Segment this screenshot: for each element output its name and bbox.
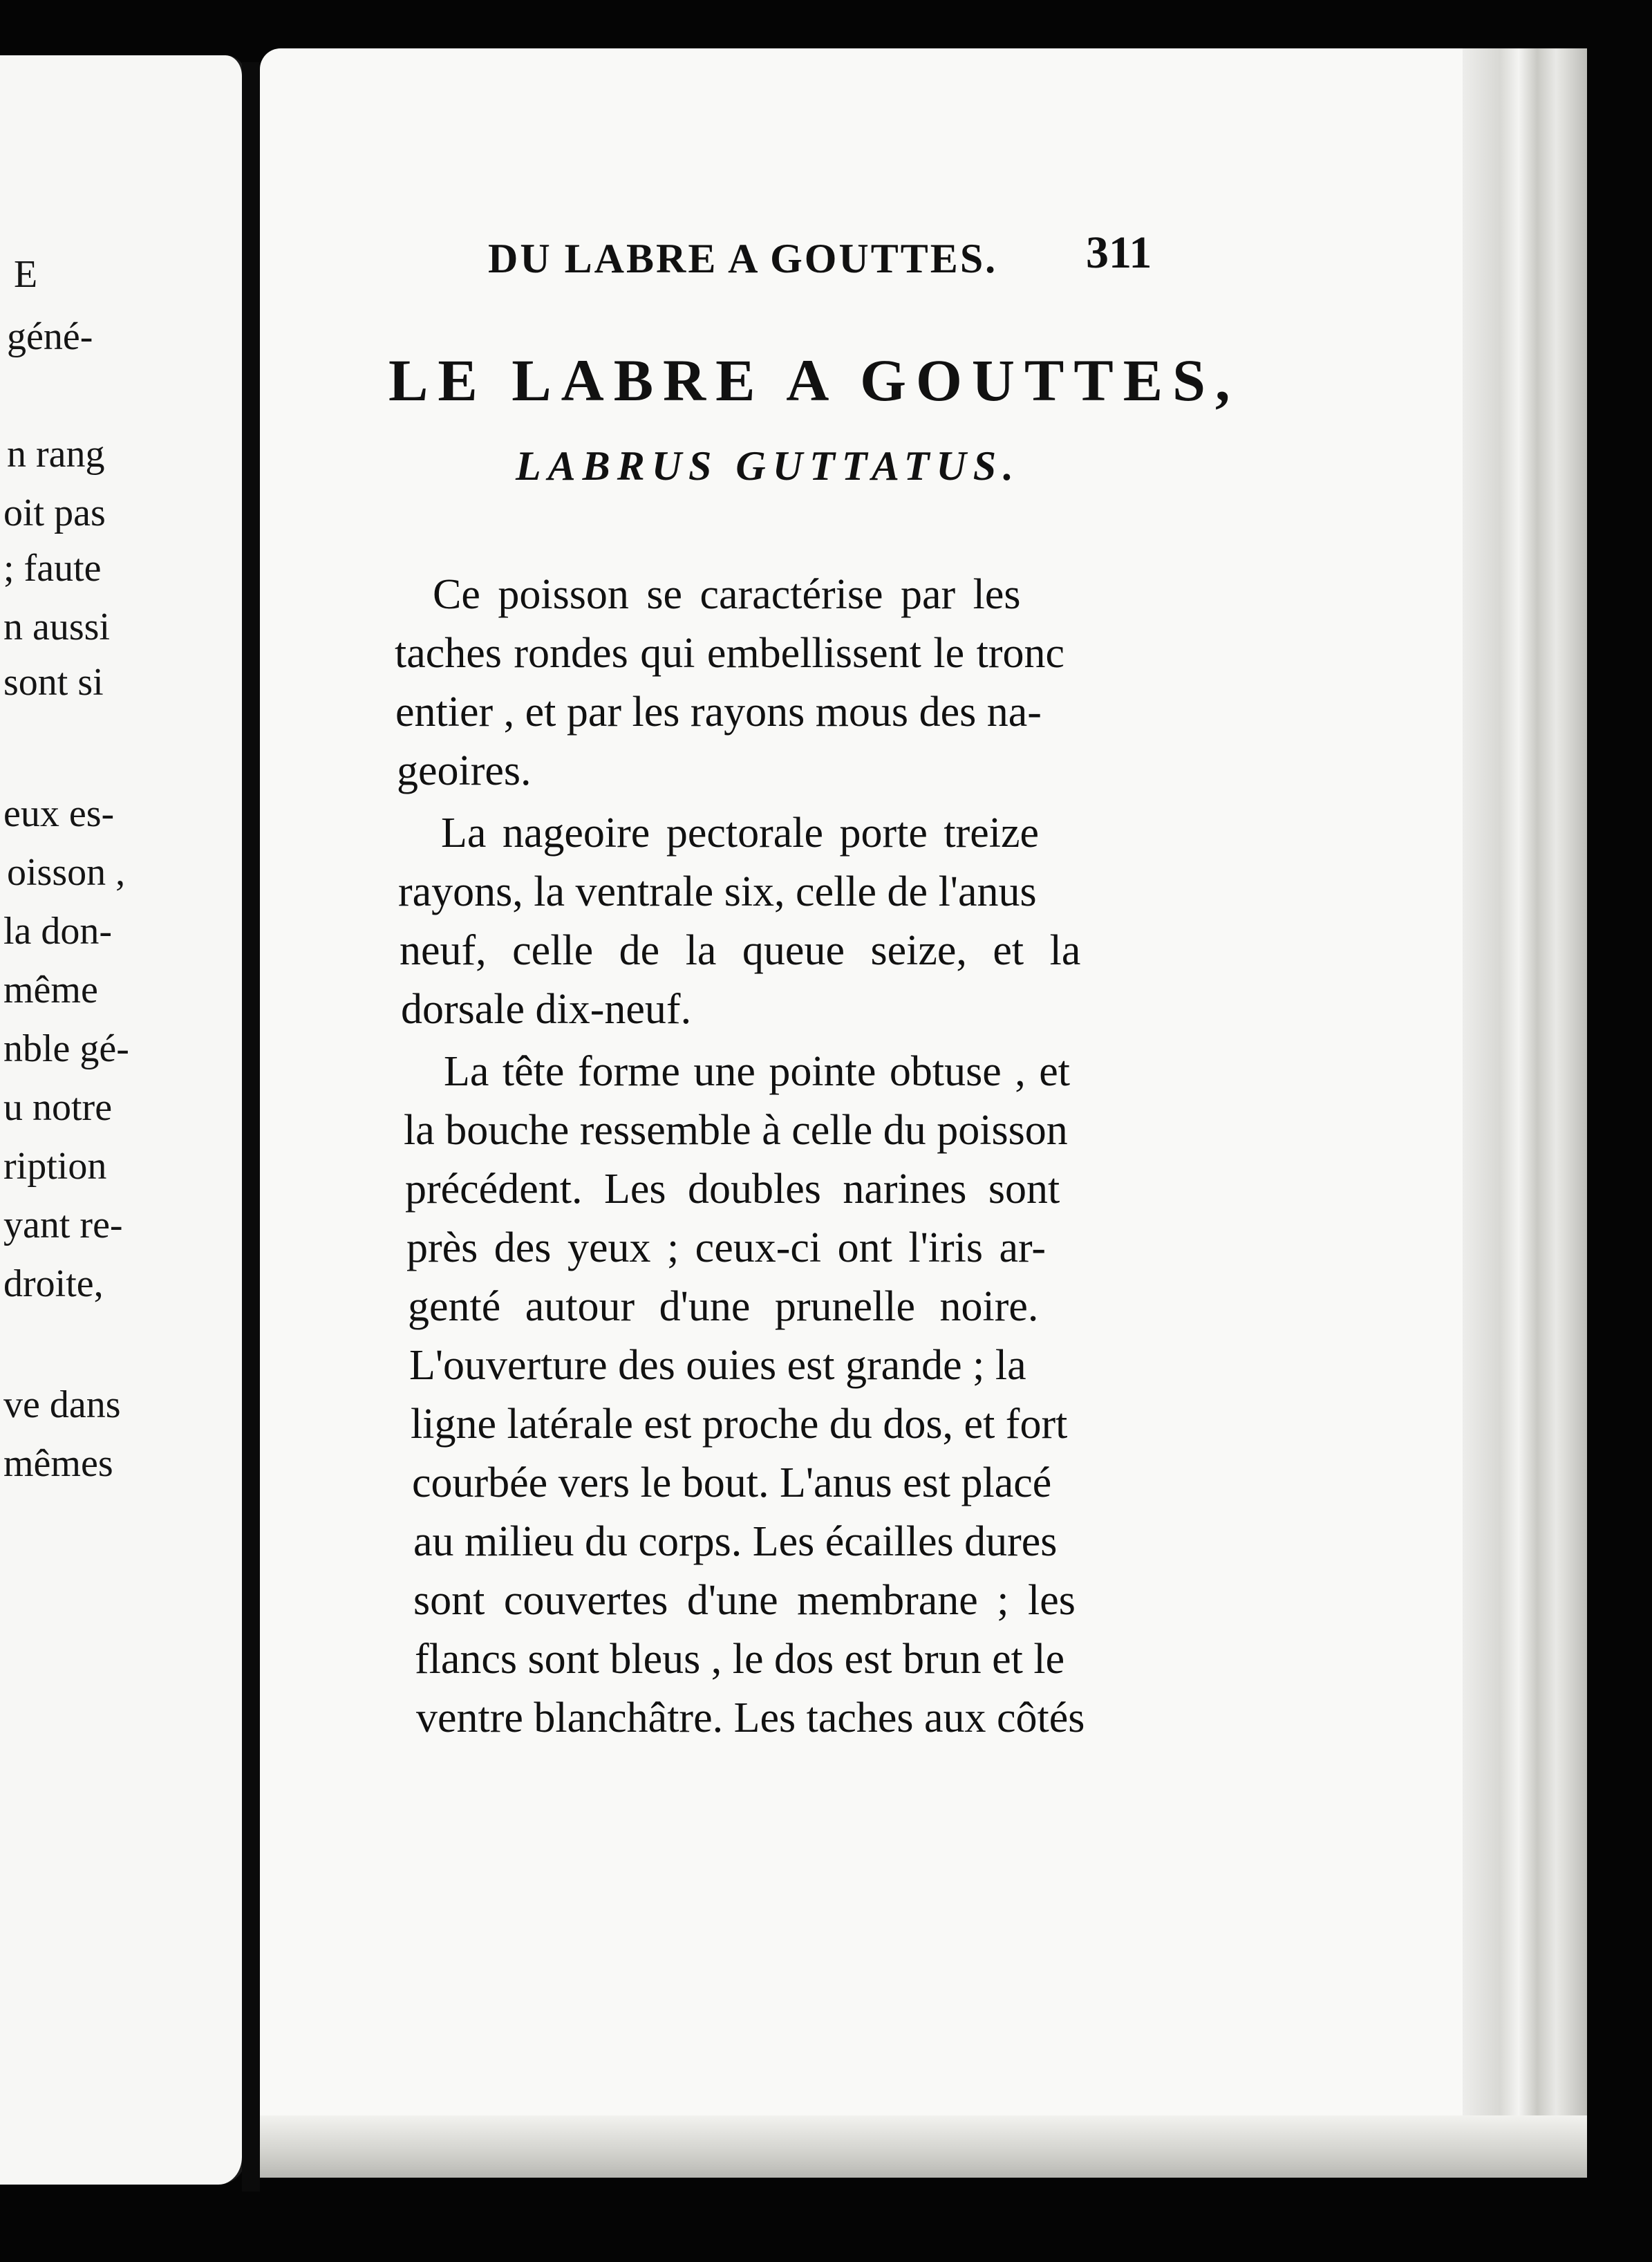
left-page-line: nble gé-	[3, 1027, 129, 1070]
left-page-line: ription	[3, 1145, 107, 1188]
left-page-line: même	[3, 969, 98, 1011]
body-line: rayons, la ventrale six, celle de l'anus	[398, 868, 1037, 915]
body-line: précédent. Les doubles narines sont	[405, 1166, 1060, 1213]
body-line: dorsale dix-neuf.	[401, 986, 692, 1033]
left-page-line: ; faute	[3, 547, 102, 590]
page-number: 311	[1086, 227, 1152, 278]
body-line: ligne latérale est proche du dos, et fort	[411, 1401, 1068, 1448]
body-line: près des yeux ; ceux-ci ont l'iris ar-	[406, 1224, 1046, 1271]
right-page	[260, 48, 1587, 2178]
body-line: sont couvertes d'une membrane ; les	[413, 1577, 1076, 1624]
body-line: au milieu du corps. Les écailles dures	[413, 1518, 1058, 1565]
latin-name: LABRUS GUTTATUS.	[516, 443, 1021, 489]
left-page-line: oisson ,	[7, 851, 126, 894]
left-page-line: oit pas	[3, 492, 106, 534]
left-page-line: géné-	[7, 315, 93, 358]
left-page-line: la don-	[3, 910, 113, 953]
left-page-line: n rang	[7, 433, 105, 476]
book-gutter	[242, 62, 260, 2191]
body-line: La tête forme une pointe obtuse , et	[444, 1048, 1071, 1095]
body-line: geoires.	[397, 747, 532, 794]
left-page-line: n aussi	[3, 606, 110, 648]
left-page	[0, 55, 246, 2185]
left-page-line: ve dans	[3, 1383, 121, 1426]
running-head: DU LABRE A GOUTTES.	[488, 236, 998, 281]
left-page-line: u notre	[3, 1086, 113, 1129]
left-page-line: mêmes	[3, 1442, 113, 1485]
body-line: neuf, celle de la queue seize, et la	[400, 927, 1081, 974]
left-page-line: sont si	[3, 661, 104, 704]
chapter-title: LE LABRE A GOUTTES,	[388, 347, 1240, 413]
body-line: L'ouverture des ouies est grande ; la	[409, 1342, 1026, 1389]
body-line: courbée vers le bout. L'anus est placé	[412, 1459, 1052, 1506]
body-line: la bouche ressemble à celle du poisson	[404, 1107, 1068, 1154]
body-line: La nageoire pectorale porte treize	[441, 810, 1040, 857]
body-line: ventre blanchâtre. Les taches aux côtés	[416, 1694, 1085, 1741]
page-bottom-edge	[260, 2115, 1587, 2178]
left-page-line: eux es-	[3, 792, 115, 835]
left-page-line: yant re-	[3, 1204, 123, 1246]
left-page-line: E	[14, 253, 38, 296]
page-edge	[1463, 48, 1587, 2178]
body-line: taches rondes qui embellissent le tronc	[395, 630, 1065, 677]
body-line: Ce poisson se caractérise par les	[433, 571, 1021, 618]
body-line: entier , et par les rayons mous des na-	[395, 689, 1042, 736]
body-line: flancs sont bleus , le dos est brun et le	[415, 1636, 1065, 1683]
body-line: genté autour d'une prunelle noire.	[408, 1283, 1039, 1330]
left-page-line: droite,	[3, 1262, 104, 1305]
